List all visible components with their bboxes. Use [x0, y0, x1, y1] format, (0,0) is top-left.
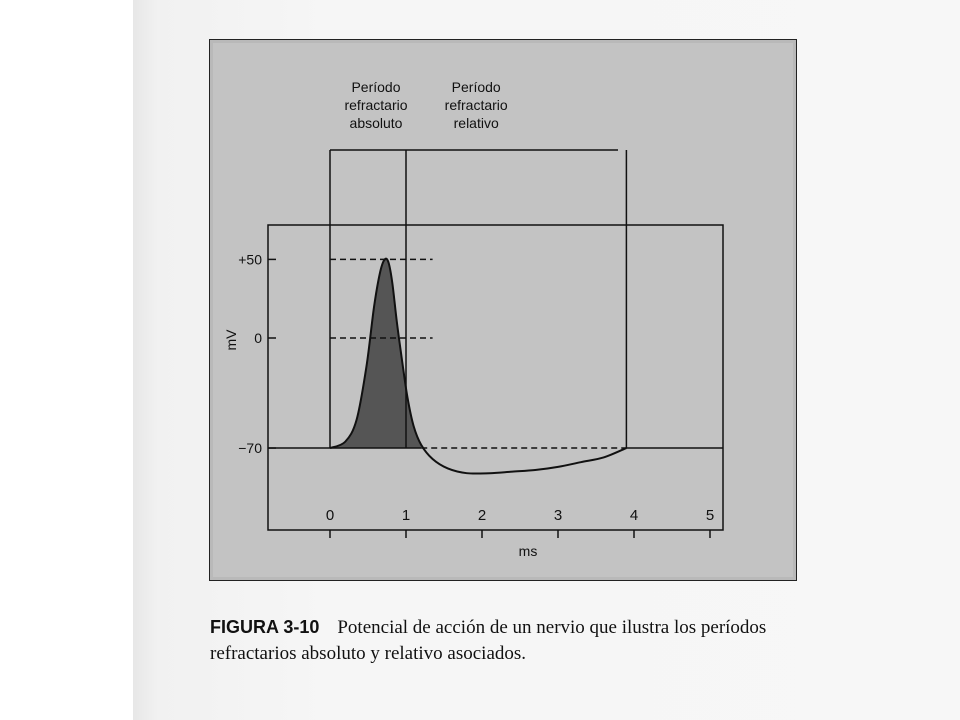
x-tick-label: 0	[325, 507, 335, 524]
caption-text: Potencial de acción de un nervio que ilustra los períodos refractarios absoluto y relativo asociados.	[210, 617, 767, 664]
x-tick-label: 2	[477, 507, 487, 524]
refractory-period-label: absoluto	[349, 115, 403, 131]
x-axis-label: ms	[518, 543, 538, 559]
figure-label: FIGURA 3-10	[210, 617, 320, 637]
figure-panel	[210, 40, 796, 580]
y-axis-label: mV	[223, 329, 239, 351]
refractory-period-label: relativo	[453, 115, 499, 131]
page-margin	[0, 0, 133, 720]
refractory-period-label: refractario	[444, 97, 508, 113]
y-tick-label: +50	[238, 251, 262, 268]
x-tick-label: 3	[553, 507, 563, 524]
x-tick-label: 1	[401, 507, 411, 524]
refractory-period-label: refractario	[344, 97, 408, 113]
y-tick-label: −70	[238, 440, 262, 457]
refractory-period-label: Período	[351, 79, 401, 95]
y-tick-label: 0	[254, 330, 262, 346]
x-tick-label: 5	[705, 507, 715, 524]
action-potential-chart	[210, 40, 796, 580]
figure-caption	[210, 614, 810, 667]
refractory-period-label: Período	[451, 79, 501, 95]
x-tick-label: 4	[629, 507, 639, 524]
plot-area	[213, 43, 793, 577]
